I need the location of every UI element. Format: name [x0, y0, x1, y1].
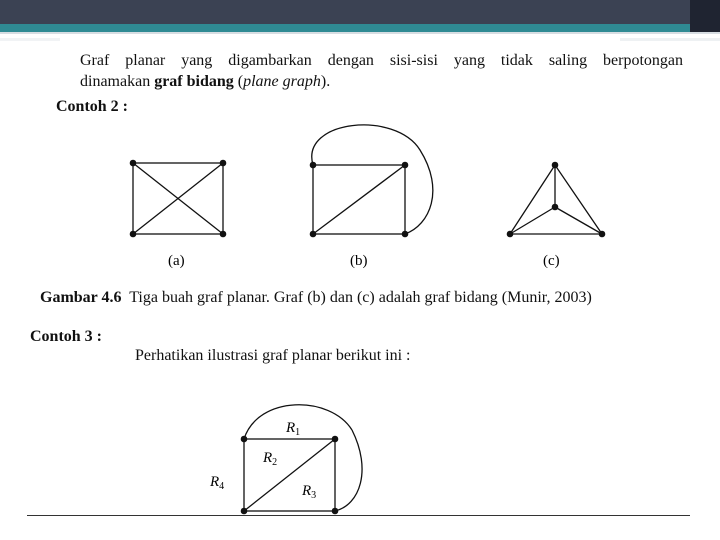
page-bottom-rule — [27, 515, 690, 516]
vertex — [332, 508, 339, 515]
term-english: plane graph — [243, 73, 321, 90]
figure-caption — [40, 289, 592, 307]
intro-text: dinamakan — [80, 73, 155, 90]
vertex — [220, 160, 227, 167]
vertex — [310, 231, 317, 238]
intro-end: ). — [320, 73, 331, 90]
vertex — [241, 508, 248, 515]
figure-caption-text: Tiga buah graf planar. Graf (b) dan (c) adalah graf bidang (Munir, 2003) — [121, 289, 592, 306]
vertex — [332, 436, 339, 443]
graph-c-label: (c) — [543, 253, 560, 269]
intro-paren: ( — [233, 73, 244, 90]
vertex — [507, 231, 514, 238]
graph-a-label: (a) — [168, 253, 185, 269]
intro-line-1: Graf planar yang digambarkan dengan sisi-sisi yang tidak saling berpotongan — [80, 52, 683, 69]
example-3-instruction: Perhatikan ilustrasi graf planar berikut ini : — [135, 347, 411, 364]
vertex — [130, 231, 137, 238]
graph-c — [510, 165, 602, 234]
graph-c-vertices — [507, 162, 606, 238]
region-label-r1: $R_1$ — [286, 420, 301, 438]
graph-b-curved-edge — [312, 125, 433, 234]
example-2-heading: Contoh 2 : — [56, 98, 129, 115]
region-label-r2: $R_2$ — [263, 450, 278, 468]
region-label-r3: $R_3$ — [302, 483, 317, 501]
graph-b — [312, 125, 433, 234]
vertex — [599, 231, 606, 238]
vertex — [310, 162, 317, 169]
graph-c-outer-triangle — [510, 165, 602, 234]
figure-number: Gambar 4.6 — [40, 289, 122, 306]
graph-c-spoke-right — [555, 207, 602, 234]
vertex — [130, 160, 137, 167]
vertex — [402, 231, 409, 238]
graph-a — [133, 163, 223, 234]
region-graph-right-arc — [335, 430, 362, 511]
vertex — [220, 231, 227, 238]
vertex — [552, 204, 559, 211]
graph-b-diagonal — [313, 165, 405, 234]
graph-b-label: (b) — [350, 253, 368, 269]
region-label-r4: $R_4$ — [210, 474, 225, 492]
vertex — [402, 162, 409, 169]
graph-c-spoke-left — [510, 207, 555, 234]
term-plane-graph: graf bidang — [154, 73, 234, 90]
vertex — [241, 436, 248, 443]
region-graph-diagonal — [244, 439, 335, 511]
example-3-heading: Contoh 3 : — [30, 328, 103, 345]
vertex — [552, 162, 559, 169]
